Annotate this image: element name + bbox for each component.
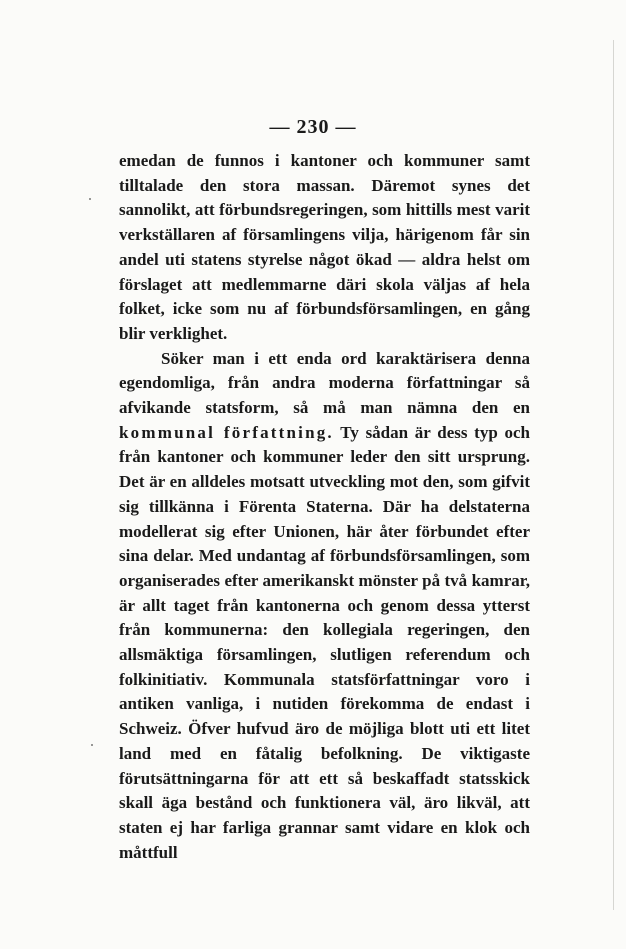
- paragraph-2: [119, 347, 530, 866]
- paragraph-1: emedan de funnos i kantoner och kommuner samt tilltalade den stora massan. Däremot synes det sannolikt, att förbundsregeringen, som hittills mest varit verkställaren af församlingens vilja, härigenom får sin andel uti statens styrelse något ökad — aldra helst om förslaget att medlemmarne däri skola väljas af hela folket, icke som nu af förbundsförsamlingen, en gång blir verklighet.: [119, 151, 530, 343]
- paragraph-2-emphasis: kommunal författning.: [119, 422, 334, 442]
- page-number: — 230 —: [269, 116, 357, 138]
- paper-speck: [91, 744, 93, 746]
- body-text: [119, 149, 530, 865]
- paragraph-2-text-before: Söker man i ett enda ord karaktärisera denna egendomliga, från andra moderna författningar så afvikande statsform, så må man nämna den en: [119, 348, 530, 418]
- paper-speck: [89, 198, 91, 200]
- page-edge-shadow: [613, 40, 614, 910]
- paragraph-2-text-after: Ty sådan är dess typ och från kantoner och kommuner leder den sitt ursprung. Det är en alldeles motsatt utveckling mot den, som gifvit sig tillkänna i Förenta Staterna. Där ha delstaterna modellerat sig efter Unionen, här åter förbundet efter sina delar. Med undantag af förbundsförsamlingen, som organiserades efter amerikanskt mönster på två kamrar, är allt taget från kantonerna och genom dessa ytterst från kommunerna: den kollegiala regeringen, den allsmäktiga församlingen, slutligen referendum och folkinitiativ. Kommunala statsförfattningar voro i antiken vanliga, i nutiden förekomma de endast i Schweiz. Öfver hufvud äro de möjliga blott uti ett litet land med en fåtalig befolkning. De viktigaste förutsättningarna för att ett så beskaffadt statsskick skall äga bestånd och funktionera väl, äro likväl, att staten ej har farliga grannar samt vidare en klok och måttfull: [119, 422, 530, 862]
